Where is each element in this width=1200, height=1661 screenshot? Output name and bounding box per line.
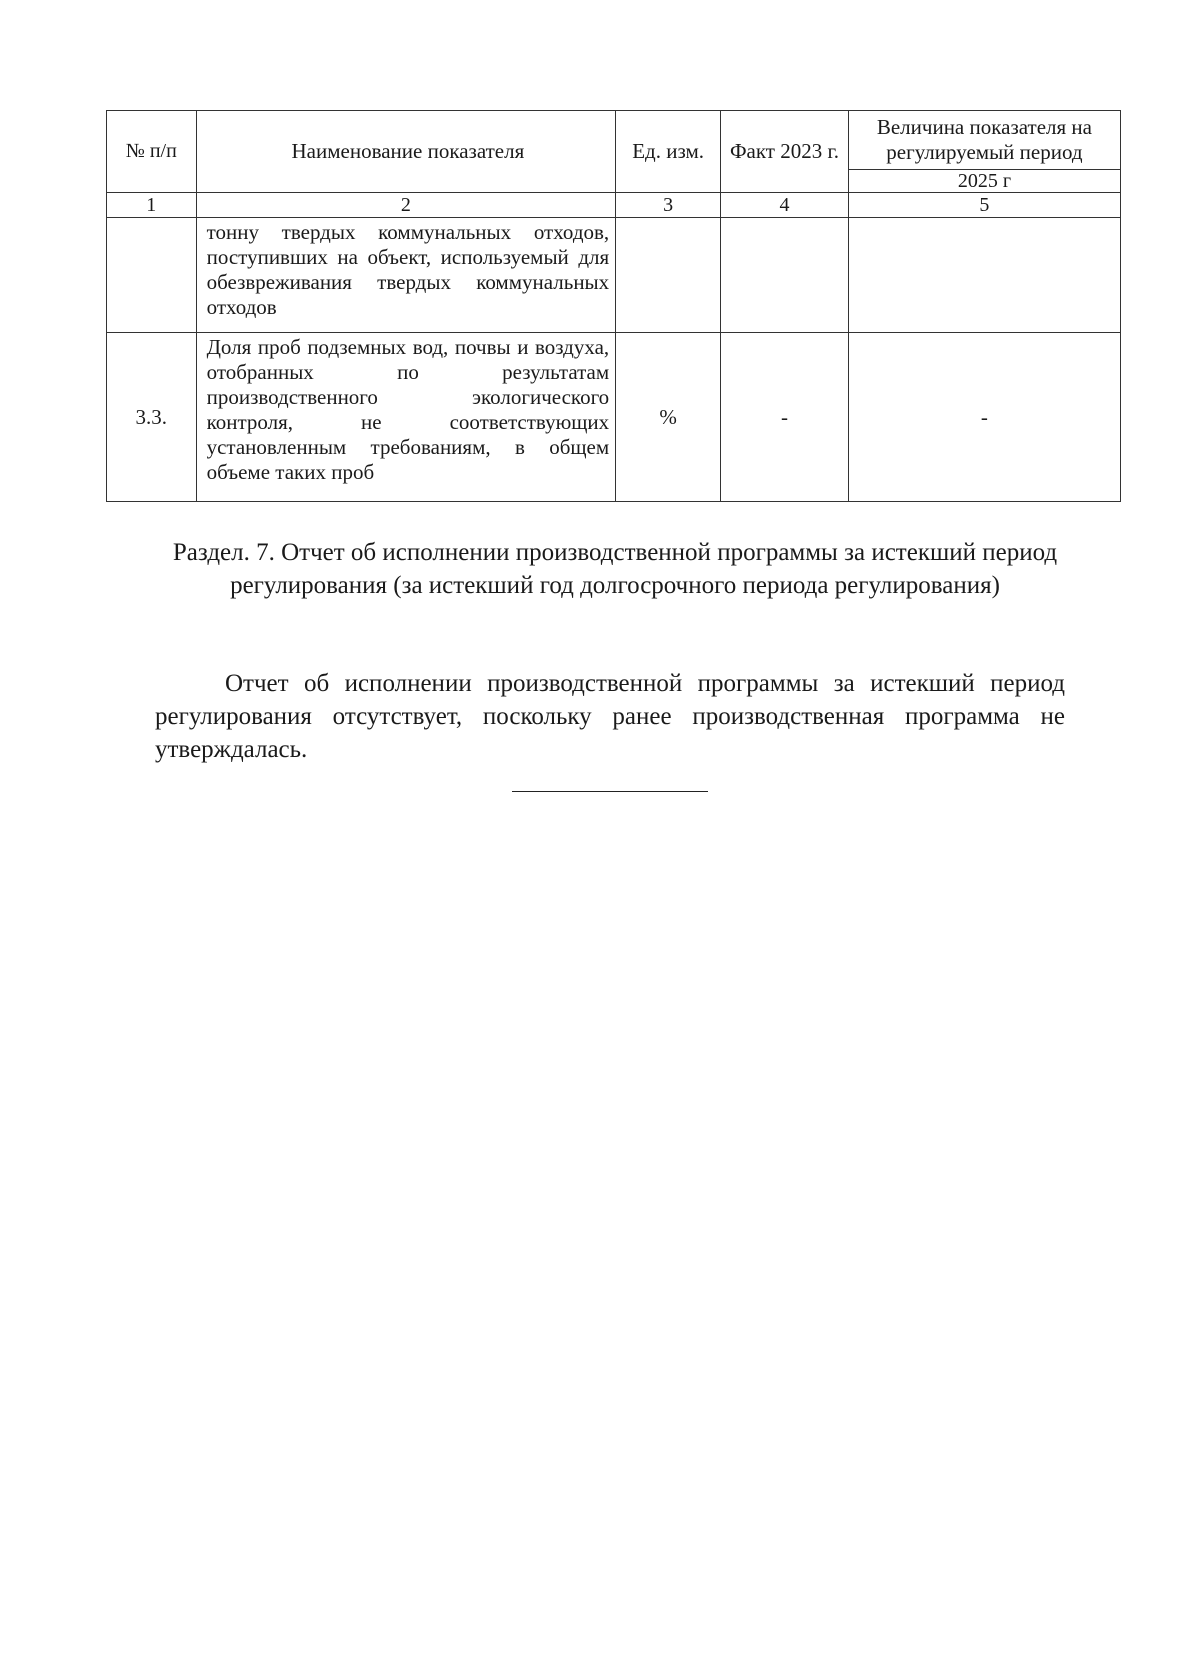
column-number: 5 <box>848 193 1120 218</box>
row-value: - <box>848 333 1120 502</box>
column-number: 2 <box>196 193 616 218</box>
row-name: тонну твердых коммунальных отходов, поступивших на объект, используемый для обезвреживания твердых коммунальных отходов <box>196 218 616 333</box>
column-number-row <box>107 193 1121 218</box>
row-unit: % <box>616 333 721 502</box>
table-header-row <box>107 111 1121 170</box>
header-unit: Ед. изм. <box>616 111 721 193</box>
section-title: Раздел. 7. Отчет об исполнении производственной программы за истекший период регулирования (за истекший год долгосрочного периода регулирования) <box>172 539 1058 599</box>
header-name: Наименование показателя <box>196 111 616 193</box>
column-number: 4 <box>721 193 849 218</box>
row-value <box>848 218 1120 333</box>
end-divider <box>512 791 708 792</box>
header-value-year: 2025 г <box>848 170 1120 193</box>
section-paragraph: Отчет об исполнении производственной программы за истекший период регулирования отсутствует, поскольку ранее производственная программа не утверждалась. <box>155 670 1065 763</box>
row-unit <box>616 218 721 333</box>
row-num <box>107 218 197 333</box>
table-row <box>107 218 1121 333</box>
row-num: 3.3. <box>107 333 197 502</box>
row-name: Доля проб подземных вод, почвы и воздуха, отобранных по результатам производственного экологического контроля, не соответствующих установленным требованиям, в общем объеме таких проб <box>196 333 616 502</box>
header-fact: Факт 2023 г. <box>721 111 849 193</box>
header-num: № п/п <box>107 111 197 193</box>
header-value: Величина показателя на регулируемый период <box>848 111 1120 170</box>
table-row <box>107 333 1121 502</box>
column-number: 3 <box>616 193 721 218</box>
column-number: 1 <box>107 193 197 218</box>
row-fact: - <box>721 333 849 502</box>
row-fact <box>721 218 849 333</box>
indicators-table <box>106 110 1121 502</box>
